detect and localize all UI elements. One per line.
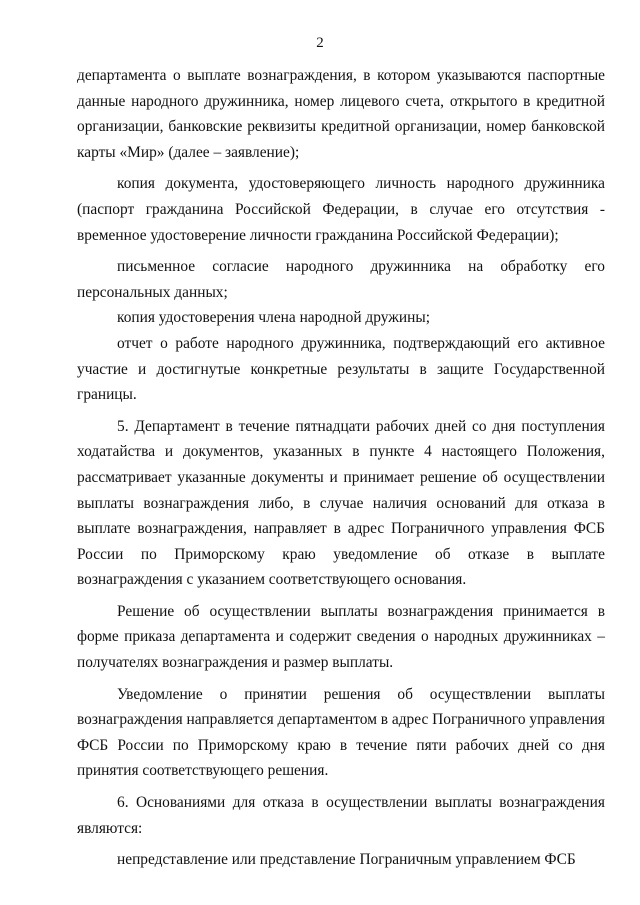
paragraph-item-6: 6. Основаниями для отказа в осуществлении выплаты вознаграждения являются: [77, 794, 605, 837]
paragraph-item-5: 5. Департамент в течение пятнадцати рабочих дней со дня поступления ходатайства и документов, указанных в пункте 4 настоящего Положения, рассматривает указанные документы и принимает решение об осуществлении выплаты вознаграждения либо, в случае наличия оснований для отказа в выплате вознаграждения, направляет в адрес Пограничного управления ФСБ России по Приморскому краю уведомление об отказе в выплате вознаграждения с указанием соответствующего основания. [77, 417, 605, 589]
paragraph-refusal-ground: непредставление или представление Пограничным управлением ФСБ [117, 851, 576, 869]
paragraph-identity-document: копия документа, удостоверяющего личность народного дружинника (паспорт гражданина Российской Федерации, в случае его отсутствия - временное удостоверение личности гражданина Российской Федерации); [77, 175, 605, 244]
paragraph-notification: Уведомление о принятии решения об осуществлении выплаты вознаграждения направляется департаментом в адрес Пограничного управления ФСБ России по Приморскому краю в течение пяти рабочих дней со дня принятия соответствующего решения. [77, 685, 605, 780]
paragraph-application-details: департамента о выплате вознаграждения, в котором указываются паспортные данные народного дружинника, номер лицевого счета, открытого в кредитной организации, банковские реквизиты кредитной организации, номер банковской карты «Мир» (далее – заявление); [77, 67, 605, 161]
page-number: 2 [316, 35, 324, 51]
document-body [77, 63, 605, 873]
paragraph-personal-data-consent: письменное согласие народного дружинника на обработку его персональных данных; [77, 258, 605, 301]
paragraph-decision: Решение об осуществлении выплаты вознаграждения принимается в форме приказа департамента и содержит сведения о народных дружинниках – получателях вознаграждения и размер выплаты. [77, 602, 605, 672]
paragraph-membership-certificate: копия удостоверения члена народной дружины; [117, 309, 430, 327]
paragraph-work-report: отчет о работе народного дружинника, подтверждающий его активное участие и достигнутые конкретные результаты в защите Государственной границы. [77, 334, 605, 404]
